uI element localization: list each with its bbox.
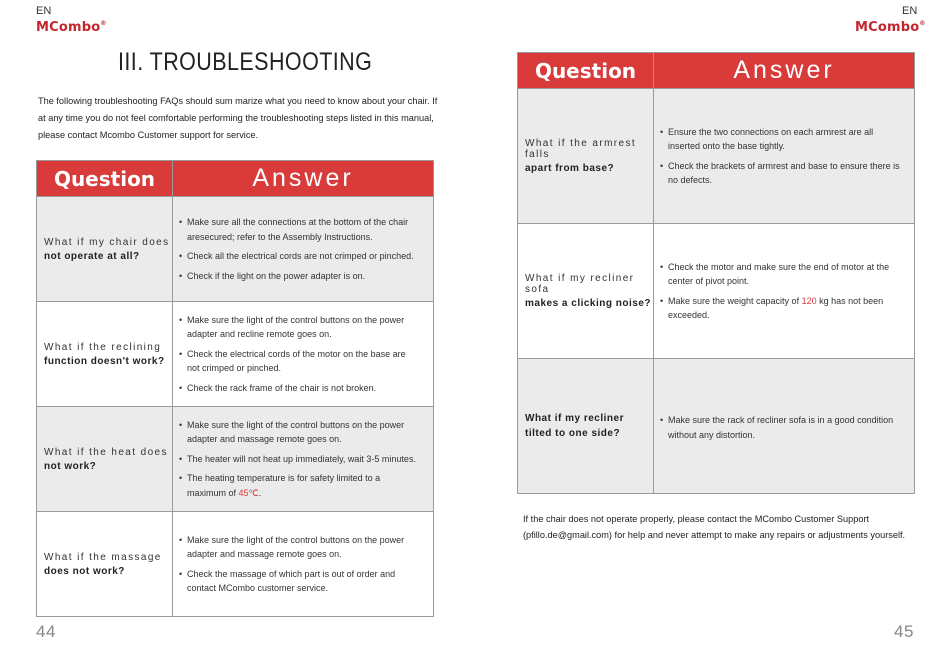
question-cell [37,197,173,302]
answer-item: • Ensure the two connections on each armrest are all inserted onto the base tightly. [660,125,900,154]
table-row [37,512,434,617]
question-line-1: What if my recliner sofa [525,273,635,295]
question-cell [37,512,173,617]
troubleshooting-table-right [517,52,915,494]
question-cell [37,302,173,407]
answer-cell [173,407,434,512]
question-cell [518,224,654,359]
question-line-2: function doesn't work? [44,355,165,367]
weight-value: 120 [801,295,817,306]
header-answer: Answer [654,53,915,89]
page-number: 45 [894,622,914,641]
intro-paragraph: The following troubleshooting FAQs should sum marize what you need to know about your chair. If at any time you do not feel comfortable performing the troubleshooting steps listed in this manual, please contact Mcombo Customer support for service. [38,96,438,140]
table-row [37,302,434,407]
answer-item: • Check the brackets of armrest and base to ensure there is no defects. [660,159,900,188]
answer-item: • Make sure the light of the control buttons on the power adapter and massage remote goes on. [179,418,419,447]
header-question: Question [518,53,654,89]
answer-item: • Make sure the light of the control buttons on the power adapter and massage remote goes on. [179,533,419,562]
answer-item: • Check if the light on the power adapter is on. [179,269,419,284]
answer-item: • Make sure the rack of recliner sofa is in a good condition without any distortion. [660,413,900,442]
language-label: EN [902,5,918,17]
header-question: Question [37,161,173,197]
question-cell [37,407,173,512]
question-cell [518,89,654,224]
question-line-1: What if the reclining [44,341,162,353]
answer-cell [173,512,434,617]
answer-cell [654,224,915,359]
table-row [518,224,915,359]
page-title: III. TROUBLESHOOTING [118,48,373,76]
answer-item: • The heating temperature is for safety limited to a maximum of 45℃. [179,471,419,500]
answer-item: • Check the electrical cords of the motor on the base are not crimped or pinched. [179,347,419,376]
answer-item: • Make sure all the connections at the bottom of the chair aresecured; refer to the Assembly Instructions. [179,215,419,244]
answer-item: • Check the massage of which part is out of order and contact MCombo customer service. [179,567,419,596]
table-row [518,359,915,494]
answer-cell [654,89,915,224]
answer-item: • Check the motor and make sure the end of motor at the center of pivot point. [660,260,900,289]
question-line-1: What if the massage [44,551,162,563]
answer-item: • The heater will not heat up immediately, wait 3-5 minutes. [179,452,419,467]
brand-logo: MCombo® [36,20,107,35]
question-line-1: What if my chair does [44,236,170,248]
answer-item: • Make sure the light of the control buttons on the power adapter and recline remote goes on. [179,313,419,342]
answer-item: • Make sure the weight capacity of 120 kg has not been exceeded. [660,294,900,323]
support-note: If the chair does not operate properly, please contact the MCombo Customer Support (pfillo.de@gmail.com) for help and never attempt to make any repairs or adjustments yourself. [523,514,906,540]
question-line-2: What if my recliner tilted to one side? [525,413,624,439]
question-line-1: What if the heat does [44,446,168,458]
page-number: 44 [36,622,56,641]
answer-cell [173,302,434,407]
temperature-value: 45℃ [238,487,259,498]
answer-item: • Check all the electrical cords are not crimped or pinched. [179,249,419,264]
question-line-2: makes a clicking noise? [525,298,651,309]
question-line-1: What if the armrest falls [525,138,637,160]
header-answer: Answer [173,161,434,197]
brand-logo: MCombo® [855,20,926,35]
question-cell [518,359,654,494]
question-line-2: not operate at all? [44,250,140,262]
answer-item: • Check the rack frame of the chair is not broken. [179,381,419,396]
table-row [37,197,434,302]
question-line-2: apart from base? [525,163,615,174]
question-line-2: not work? [44,460,97,472]
answer-cell [654,359,915,494]
troubleshooting-table-left [36,160,434,617]
table-row [518,89,915,224]
answer-cell [173,197,434,302]
language-label: EN [36,5,52,17]
table-row [37,407,434,512]
question-line-2: does not work? [44,565,125,577]
